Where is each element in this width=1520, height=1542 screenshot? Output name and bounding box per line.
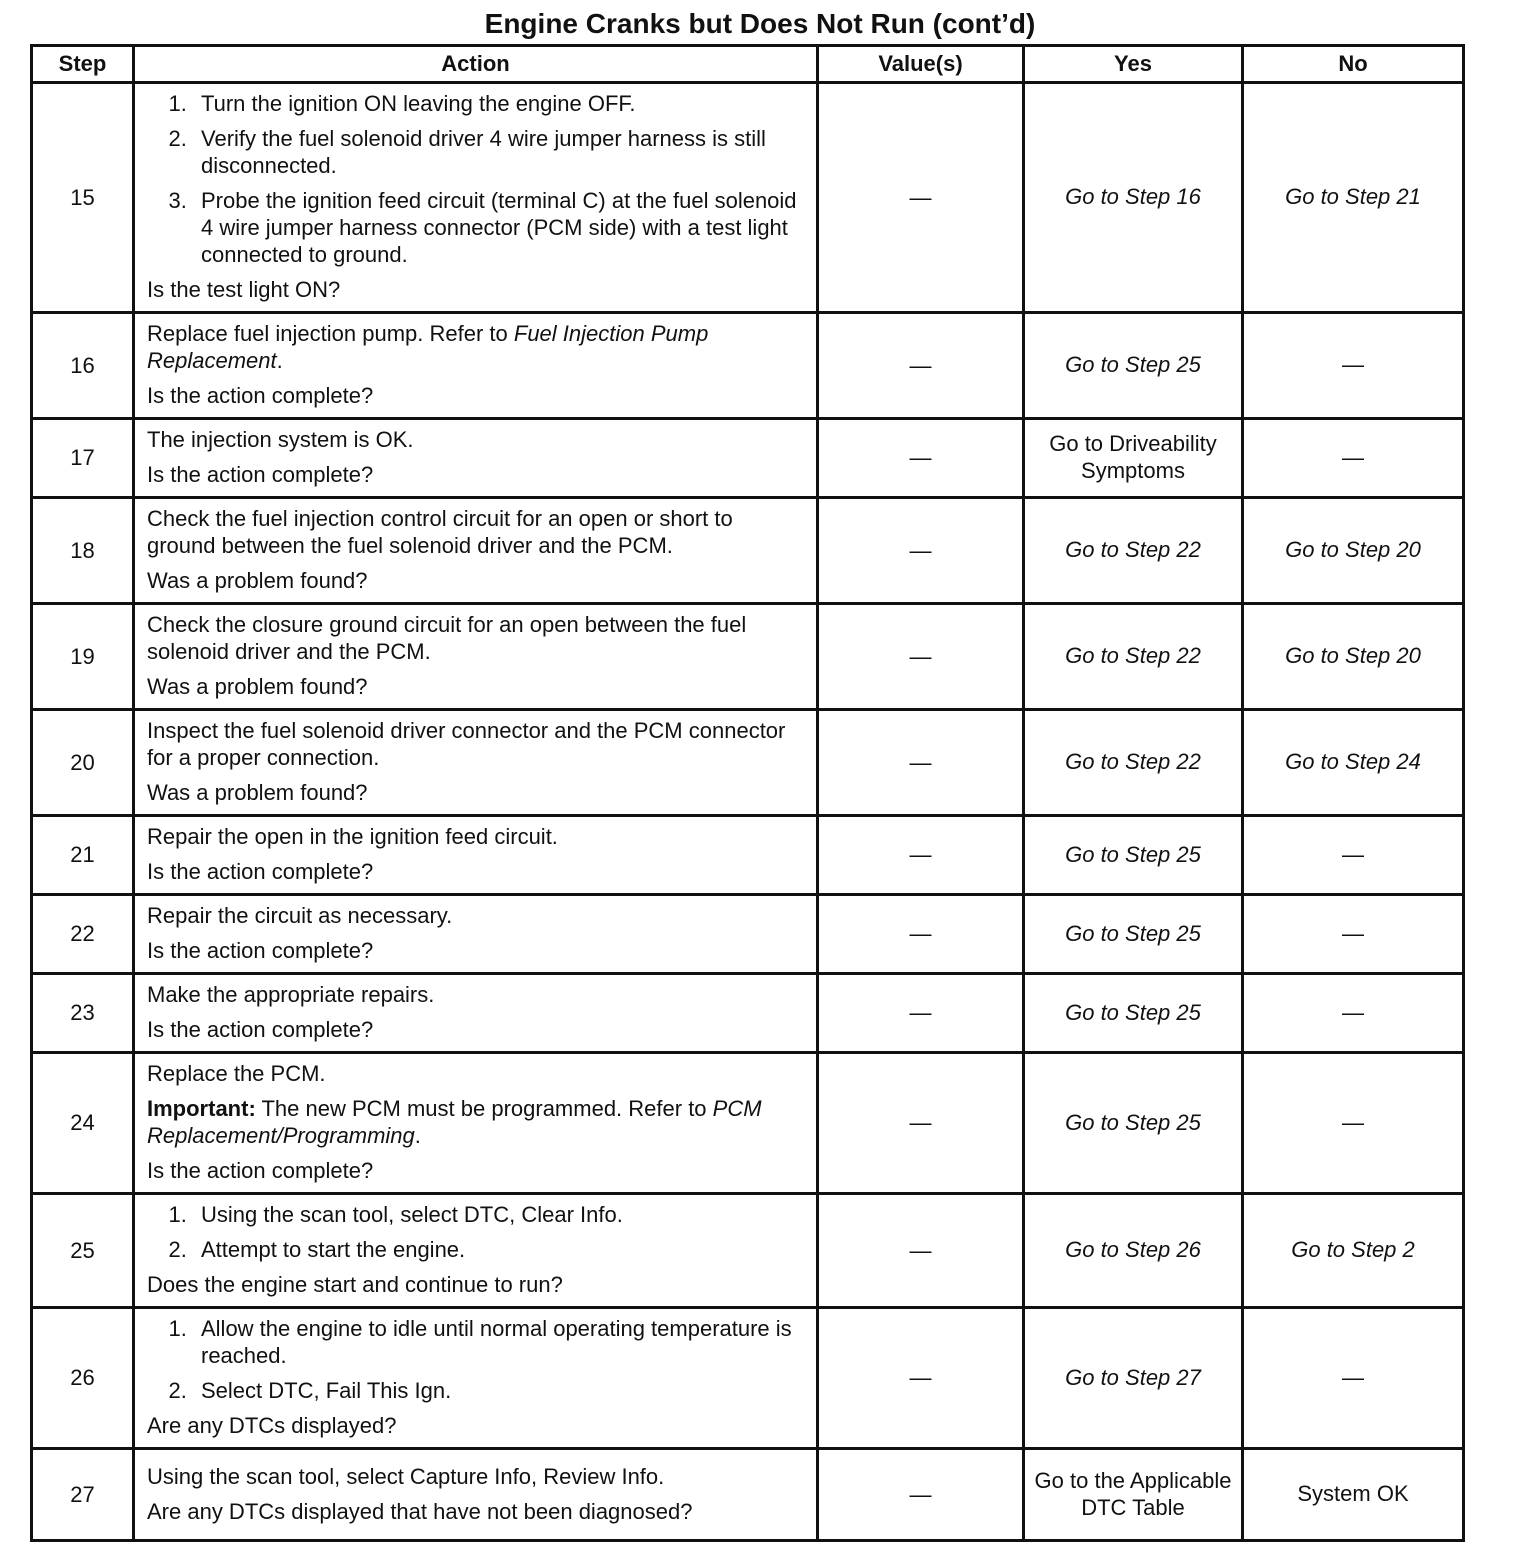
action-text: Using the scan tool, select Capture Info, Review Info.: [147, 1463, 665, 1489]
action-step: 1. Allow the engine to idle until normal operating temperature is reached.: [193, 1315, 806, 1369]
reference-link-text: PCM Replacement/Programming: [147, 1096, 762, 1148]
action-question: Was a problem found?: [147, 568, 368, 593]
yes-cell: Go to the Applicable DTC Table: [1024, 1449, 1243, 1541]
step-number: 16: [32, 313, 134, 419]
no-cell: —: [1243, 816, 1464, 895]
action-text: Repair the circuit as necessary.: [147, 903, 453, 928]
table-row: [32, 816, 1464, 895]
step-number: 21: [32, 816, 134, 895]
value-cell: —: [818, 498, 1024, 604]
yes-cell: Go to Driveability Symptoms: [1024, 419, 1243, 498]
no-cell: —: [1243, 1308, 1464, 1449]
action-cell: [134, 974, 818, 1053]
step-number: 22: [32, 895, 134, 974]
action-cell: [134, 1308, 818, 1449]
action-cell: [134, 498, 818, 604]
no-cell: —: [1243, 313, 1464, 419]
important-text-end: .: [414, 1123, 421, 1148]
action-text: Repair the open in the ignition feed circuit.: [147, 824, 558, 849]
action-text-part: Replace fuel injection pump. Refer to: [147, 321, 514, 346]
action-question: Does the engine start and continue to run?: [147, 1272, 563, 1297]
yes-cell: Go to Step 22: [1024, 710, 1243, 816]
action-question: Are any DTCs displayed that have not been diagnosed?: [147, 1498, 693, 1524]
diagnostic-table: [30, 44, 1465, 1542]
action-question: Is the test light ON?: [147, 277, 341, 302]
action-question: Was a problem found?: [147, 674, 368, 699]
action-text: Check the closure ground circuit for an open between the fuel solenoid driver and the PCM.: [147, 612, 747, 664]
value-cell: —: [818, 816, 1024, 895]
important-text: The new PCM must be programmed. Refer to: [255, 1096, 713, 1121]
step-number: 17: [32, 419, 134, 498]
important-label: Important:: [147, 1096, 256, 1121]
step-number: 19: [32, 604, 134, 710]
yes-cell: Go to Step 25: [1024, 974, 1243, 1053]
action-cell: [134, 604, 818, 710]
table-row: [32, 83, 1464, 313]
step-number: 25: [32, 1194, 134, 1308]
value-cell: —: [818, 974, 1024, 1053]
table-row: [32, 1449, 1464, 1541]
table-row: [32, 498, 1464, 604]
value-cell: —: [818, 1194, 1024, 1308]
action-text: [147, 320, 806, 374]
header-step: Step: [32, 46, 134, 83]
no-cell: Go to Step 24: [1243, 710, 1464, 816]
yes-cell: Go to Step 27: [1024, 1308, 1243, 1449]
action-question: Is the action complete?: [147, 859, 374, 884]
action-text: Make the appropriate repairs.: [147, 982, 435, 1007]
action-question: Is the action complete?: [147, 1158, 374, 1183]
action-cell: [134, 419, 818, 498]
step-number: 24: [32, 1053, 134, 1194]
action-steps: [147, 90, 806, 268]
step-number: 26: [32, 1308, 134, 1449]
action-step: 3. Probe the ignition feed circuit (terminal C) at the fuel solenoid 4 wire jumper harness connector (PCM side) with a test light connected to ground.: [193, 187, 806, 268]
action-question: Is the action complete?: [147, 938, 374, 963]
header-values: Value(s): [818, 46, 1024, 83]
yes-cell: Go to Step 16: [1024, 83, 1243, 313]
yes-cell: Go to Step 22: [1024, 498, 1243, 604]
reference-link-text: Fuel Injection Pump Replacement: [147, 321, 709, 373]
table-row: [32, 1053, 1464, 1194]
step-number: 18: [32, 498, 134, 604]
no-cell: —: [1243, 1053, 1464, 1194]
action-text: Replace the PCM.: [147, 1061, 326, 1086]
table-row: [32, 895, 1464, 974]
action-question: Is the action complete?: [147, 462, 374, 487]
action-step: 1. Turn the ignition ON leaving the engine OFF.: [193, 90, 806, 117]
value-cell: —: [818, 1308, 1024, 1449]
action-text: Check the fuel injection control circuit for an open or short to ground between the fuel solenoid driver and the PCM.: [147, 506, 733, 558]
table-row: [32, 604, 1464, 710]
no-cell: —: [1243, 895, 1464, 974]
yes-cell: Go to Step 25: [1024, 895, 1243, 974]
header-action: Action: [134, 46, 818, 83]
action-step: 2. Attempt to start the engine.: [193, 1236, 806, 1263]
yes-cell: Go to Step 25: [1024, 313, 1243, 419]
action-cell: [134, 1053, 818, 1194]
no-cell: System OK: [1243, 1449, 1464, 1541]
action-question: Is the action complete?: [147, 383, 374, 408]
action-text: The injection system is OK.: [147, 427, 414, 452]
action-text-end: .: [276, 348, 283, 373]
table-row: [32, 313, 1464, 419]
action-cell: [134, 895, 818, 974]
no-cell: Go to Step 2: [1243, 1194, 1464, 1308]
action-step: 2. Verify the fuel solenoid driver 4 wire jumper harness is still disconnected.: [193, 125, 806, 179]
action-text: Inspect the fuel solenoid driver connector and the PCM connector for a proper connection.: [147, 718, 786, 770]
yes-cell: Go to Step 25: [1024, 816, 1243, 895]
yes-cell: Go to Step 26: [1024, 1194, 1243, 1308]
value-cell: —: [818, 1053, 1024, 1194]
yes-cell: Go to Step 25: [1024, 1053, 1243, 1194]
header-no: No: [1243, 46, 1464, 83]
action-step: 2. Select DTC, Fail This Ign.: [193, 1377, 806, 1404]
important-note: [147, 1095, 806, 1149]
value-cell: —: [818, 419, 1024, 498]
no-cell: Go to Step 21: [1243, 83, 1464, 313]
step-number: 15: [32, 83, 134, 313]
table-row: [32, 1308, 1464, 1449]
value-cell: —: [818, 604, 1024, 710]
value-cell: —: [818, 83, 1024, 313]
yes-cell: Go to Step 22: [1024, 604, 1243, 710]
action-step: 1. Using the scan tool, select DTC, Clear Info.: [193, 1201, 806, 1228]
action-cell: [134, 83, 818, 313]
action-question: Are any DTCs displayed?: [147, 1413, 397, 1438]
value-cell: —: [818, 313, 1024, 419]
step-number: 23: [32, 974, 134, 1053]
page-title: Engine Cranks but Does Not Run (cont’d): [484, 8, 1036, 39]
action-question: Is the action complete?: [147, 1017, 374, 1042]
header-row: [32, 46, 1464, 83]
action-cell: [134, 313, 818, 419]
no-cell: Go to Step 20: [1243, 604, 1464, 710]
table-row: [32, 1194, 1464, 1308]
no-cell: —: [1243, 974, 1464, 1053]
action-question: Was a problem found?: [147, 780, 368, 805]
value-cell: —: [818, 895, 1024, 974]
table-row: [32, 974, 1464, 1053]
action-cell: [134, 710, 818, 816]
value-cell: —: [818, 710, 1024, 816]
action-cell: [134, 1194, 818, 1308]
step-number: 20: [32, 710, 134, 816]
action-cell: [134, 816, 818, 895]
no-cell: Go to Step 20: [1243, 498, 1464, 604]
header-yes: Yes: [1024, 46, 1243, 83]
table-row: [32, 710, 1464, 816]
value-cell: —: [818, 1449, 1024, 1541]
action-steps: [147, 1201, 806, 1263]
no-cell: —: [1243, 419, 1464, 498]
action-cell: [134, 1449, 818, 1541]
action-steps: [147, 1315, 806, 1404]
table-row: [32, 419, 1464, 498]
step-number: 27: [32, 1449, 134, 1541]
